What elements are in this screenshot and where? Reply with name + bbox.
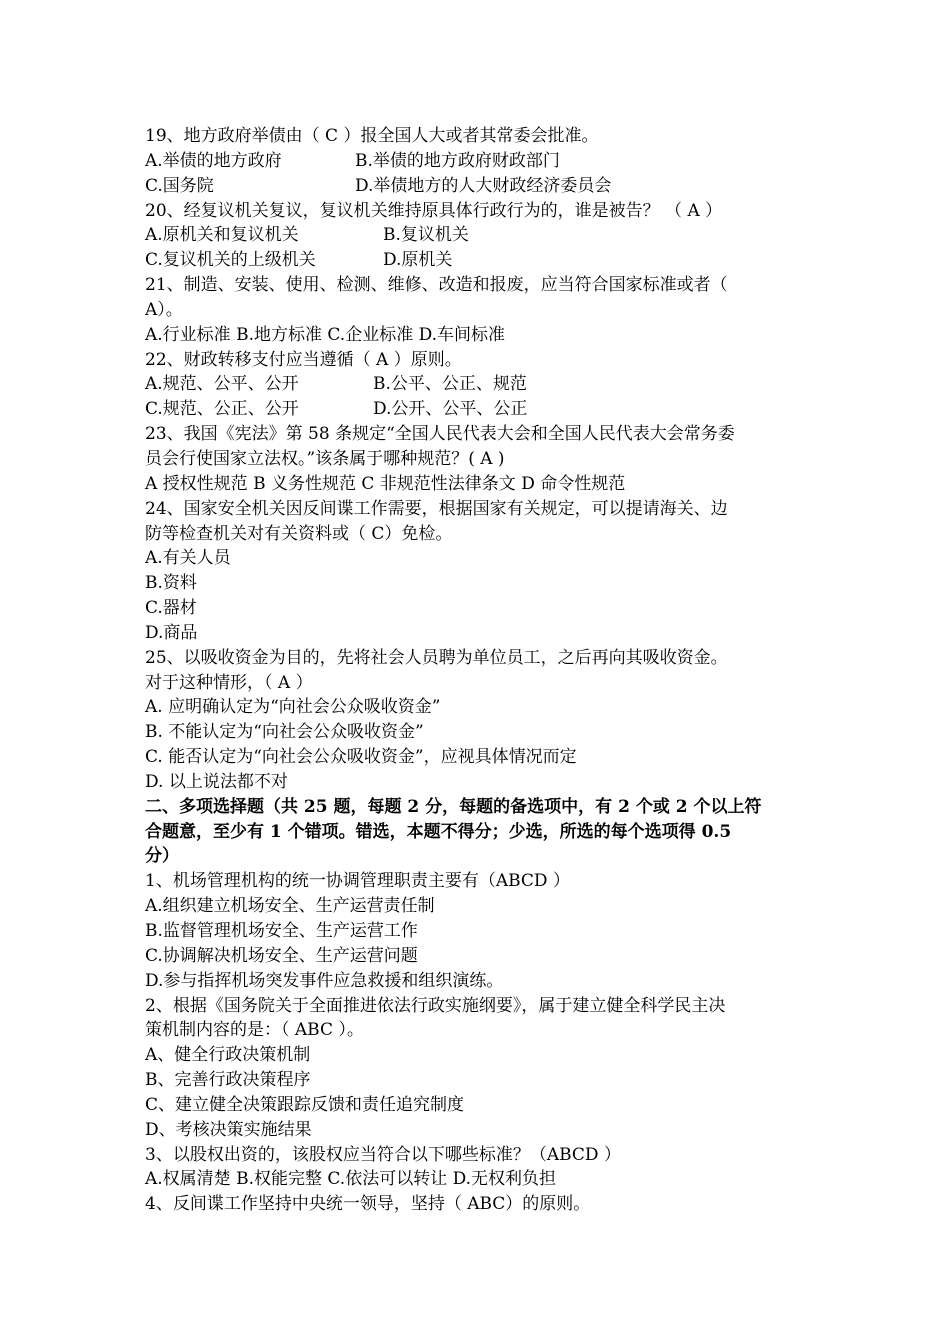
line-text: 22、财政转移支付应当遵循（ A ）原则。 <box>145 349 462 370</box>
line-text: 21、制造、安装、使用、检测、维修、改造和报废，应当符合国家标准或者（ <box>145 275 728 296</box>
text-line <box>145 646 810 671</box>
line-text: B、完善行政决策程序 <box>145 1070 311 1091</box>
text-line <box>145 497 810 522</box>
text-line <box>145 869 810 894</box>
line-text: 对于这种情形，（ A ） <box>145 672 313 693</box>
line-text: 25、以吸收资金为目的，先将社会人员聘为单位员工，之后再向其吸收资金。 <box>145 647 728 668</box>
document-body <box>145 124 810 1217</box>
line-text: 防等检查机关对有关资料或（ C）免检。 <box>145 523 453 544</box>
line-text: D. 以上说法都不对 <box>145 771 288 792</box>
text-line <box>145 621 810 646</box>
text-line <box>145 1167 810 1192</box>
text-line <box>145 248 810 273</box>
line-text: 24、国家安全机关因反间谍工作需要，根据国家有关规定，可以提请海关、边 <box>145 498 728 519</box>
text-line <box>145 223 810 248</box>
line-text: 2、根据《国务院关于全面推进依法行政实施纲要》，属于建立健全科学民主决 <box>145 995 726 1016</box>
text-line <box>145 199 810 224</box>
text-line <box>145 894 810 919</box>
text-line <box>145 1118 810 1143</box>
text-line <box>145 522 810 547</box>
line-text: C. 能否认定为“向社会公众吸收资金”，应视具体情况而定 <box>145 747 577 768</box>
option-left: C.规范、公正、公开 <box>145 399 299 420</box>
line-text: B.监督管理机场安全、生产运营工作 <box>145 921 418 941</box>
option-right: D.原机关 <box>383 250 453 271</box>
line-text: 合题意，至少有 1 个错项。错选，本题不得分；少选，所选的每个选项得 0.5 <box>145 821 732 842</box>
text-line <box>145 273 810 298</box>
option-right: D.公开、公平、公正 <box>373 399 528 420</box>
text-line <box>145 1192 810 1217</box>
section-heading-line <box>145 820 810 845</box>
line-text: A、健全行政决策机制 <box>145 1045 311 1066</box>
text-line <box>145 447 810 472</box>
text-line <box>145 174 810 199</box>
line-text: 策机制内容的是：（ ABC ）。 <box>145 1020 364 1041</box>
line-text: A.组织建立机场安全、生产运营责任制 <box>145 896 435 917</box>
line-text: C.器材 <box>145 598 197 619</box>
text-line <box>145 994 810 1019</box>
text-line <box>145 770 810 795</box>
line-text: 分） <box>145 846 179 867</box>
text-line <box>145 422 810 447</box>
section-heading-line <box>145 844 810 869</box>
line-text: A. 应明确认定为“向社会公众吸收资金” <box>145 697 441 718</box>
line-text: A.行业标准 B.地方标准 C.企业标准 D.车间标准 <box>145 324 506 345</box>
text-line <box>145 571 810 596</box>
line-text: A.有关人员 <box>145 548 231 569</box>
text-line <box>145 149 810 174</box>
text-line <box>145 1043 810 1068</box>
line-text: C.协调解决机场安全、生产运营问题 <box>145 945 418 966</box>
option-left: C.国务院 <box>145 175 214 196</box>
line-text: D、考核决策实施结果 <box>145 1119 312 1140</box>
line-text: 19、地方政府举债由（ C ）报全国人大或者其常委会批准。 <box>145 126 599 146</box>
text-line <box>145 124 810 149</box>
text-line <box>145 596 810 621</box>
option-right: B.复议机关 <box>383 225 469 246</box>
text-line <box>145 397 810 422</box>
text-line <box>145 1093 810 1118</box>
text-line <box>145 671 810 696</box>
line-text: D.参与指挥机场突发事件应急救援和组织演练。 <box>145 970 504 991</box>
line-text: 20、经复议机关复议，复议机关维持原具体行政行为的，谁是被告？ （ A ） <box>145 200 723 221</box>
line-text: C、建立健全决策跟踪反馈和责任追究制度 <box>145 1094 465 1115</box>
option-right: D.举债地方的人大财政经济委员会 <box>355 175 612 196</box>
text-line <box>145 1143 810 1168</box>
text-line <box>145 372 810 397</box>
text-line <box>145 969 810 994</box>
text-line <box>145 944 810 969</box>
text-line <box>145 695 810 720</box>
text-line <box>145 472 810 497</box>
text-line <box>145 1018 810 1043</box>
line-text: 1、机场管理机构的统一协调管理职责主要有（ABCD ） <box>145 871 570 892</box>
option-left: A.规范、公平、公开 <box>145 374 299 395</box>
line-text: A.权属清楚 B.权能完整 C.依法可以转让 D.无权利负担 <box>145 1169 557 1190</box>
line-text: A 授权性规范 B 义务性规范 C 非规范性法律条文 D 命令性规范 <box>145 473 626 494</box>
line-text: 4、反间谍工作坚持中央统一领导，坚持（ ABC）的原则。 <box>145 1194 591 1215</box>
text-line <box>145 919 810 944</box>
option-right: B.举债的地方政府财政部门 <box>355 150 560 171</box>
text-line <box>145 348 810 373</box>
text-line <box>145 298 810 323</box>
line-text: 23、我国《宪法》第 58 条规定“全国人民代表大会和全国人民代表大会常务委 <box>145 424 735 445</box>
option-left: C.复议机关的上级机关 <box>145 250 316 271</box>
section-heading-line <box>145 795 810 820</box>
line-text: A）。 <box>145 299 183 320</box>
line-text: D.商品 <box>145 622 198 643</box>
text-line <box>145 720 810 745</box>
text-line <box>145 1068 810 1093</box>
line-text: B.资料 <box>145 573 197 594</box>
option-right: B.公平、公正、规范 <box>373 374 527 395</box>
text-line <box>145 745 810 770</box>
line-text: B. 不能认定为“向社会公众吸收资金” <box>145 722 424 743</box>
text-line <box>145 546 810 571</box>
line-text: 二、多项选择题（共 25 题，每题 2 分，每题的备选项中，有 2 个或 2 个以上符 <box>145 796 762 817</box>
text-line <box>145 323 810 348</box>
line-text: 3、以股权出资的，该股权应当符合以下哪些标准？（ABCD ） <box>145 1144 621 1165</box>
line-text: 员会行使国家立法权。”该条属于哪种规范？( A ) <box>145 448 505 469</box>
option-left: A.原机关和复议机关 <box>145 225 299 246</box>
option-left: A.举债的地方政府 <box>145 150 282 171</box>
